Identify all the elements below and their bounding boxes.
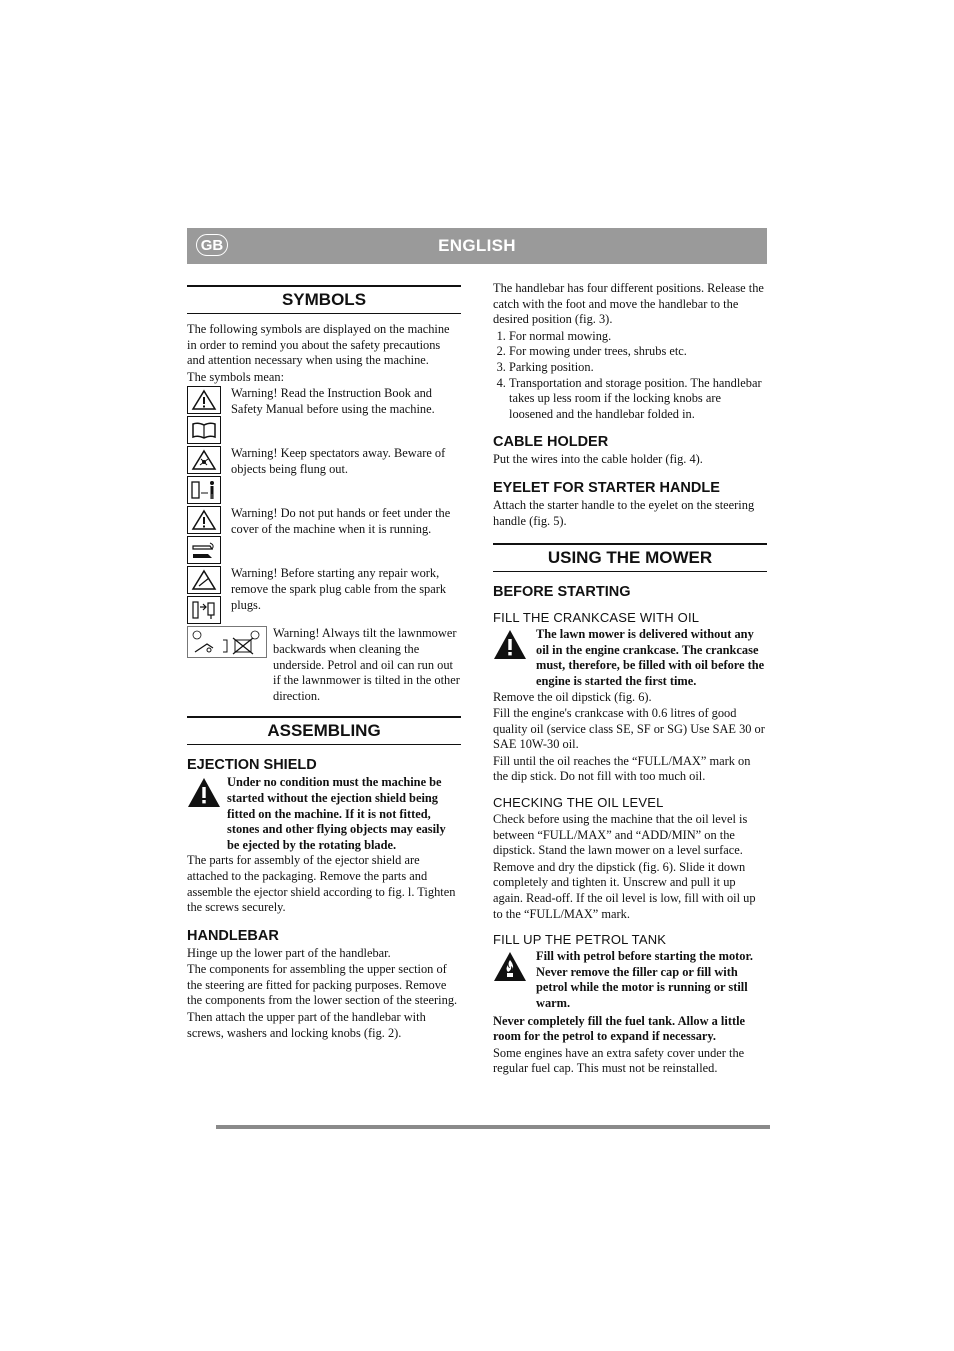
tilt-mower-icon [187, 626, 267, 658]
warning-triangle-icon [187, 386, 221, 414]
right-column [493, 281, 767, 1078]
ejection-warning [187, 775, 461, 853]
left-column [187, 281, 461, 1042]
fire-warning-icon [493, 951, 527, 983]
crankcase-p3: Fill until the oil reaches the “FULL/MAX” mark on the dip stick. Do not fill with too much oil. [493, 753, 751, 784]
petrol-p1: Some engines have an extra safety cover under the regular fuel cap. This must not be reinstalled. [493, 1045, 745, 1076]
eyelet-text: Attach the starter handle to the eyelet on the steering handle (fig. 5). [493, 497, 755, 528]
symbols-mean: The symbols mean: [187, 369, 285, 384]
language-title: ENGLISH [438, 236, 516, 255]
symbol-row [187, 446, 461, 504]
crankcase-warning-text: The lawn mower is delivered without any oil in the engine crankcase. The crankcase must, therefore, be filled with oil before the engine is started the first time. [536, 627, 765, 688]
handlebar-positions-list [493, 329, 767, 423]
ejection-text: The parts for assembly of the ejector shield are attached to the packaging. Remove the parts and assemble the ejector shield according to fig. l. Tighten the screws securely. [187, 853, 456, 915]
symbols-heading: SYMBOLS [187, 285, 461, 314]
hand-under-cover-icon [187, 536, 221, 564]
spectators-icon [187, 476, 221, 504]
warning-icon [187, 777, 221, 809]
list-item: 2. For mowing under trees, shrubs etc. [509, 344, 767, 360]
blade-icon [187, 566, 221, 594]
symbol-text: Warning! Keep spectators away. Beware of objects being flung out. [231, 446, 446, 476]
crankcase-heading: FILL THE CRANKCASE WITH OIL [493, 610, 700, 626]
cable-holder-text: Put the wires into the cable holder (fig. 4). [493, 452, 703, 467]
symbol-text: Warning! Read the Instruction Book and Safety Manual before using the machine. [231, 386, 435, 416]
handlebar-heading: HANDLEBAR [187, 927, 279, 944]
symbol-row [187, 386, 461, 444]
flying-objects-icon [187, 446, 221, 474]
language-badge: GB [196, 234, 228, 256]
crankcase-p2: Fill the engine's crankcase with 0.6 litres of good quality oil (service class SE, SF or SG) Use SAE 30 or SAE 10W-30 oil. [493, 706, 765, 752]
handlebar-p1: Hinge up the lower part of the handlebar. [187, 945, 391, 960]
using-heading: USING THE MOWER [493, 543, 767, 572]
handlebar-p3: Then attach the upper part of the handlebar with screws, washers and locking knobs (fig. 2). [187, 1010, 426, 1040]
list-item: 1. For normal mowing. [509, 329, 767, 345]
before-starting-heading: BEFORE STARTING [493, 584, 631, 601]
symbol-text: Warning! Before starting any repair work, remove the spark plug cable from the spark plugs. [231, 566, 447, 612]
list-item: 3. Parking position. [509, 360, 767, 376]
petrol-bold: Never completely fill the fuel tank. Allow a little room for the petrol to expand if necessary. [493, 1013, 746, 1044]
oil-level-p2: Remove and dry the dipstick (fig. 6). Slide it down completely and tighten it. Unscrew and pull it up again. Read-off. If the oil level is low, fill with oil up to the “FULL/MAX” mark. [493, 859, 756, 921]
footer-rule [216, 1125, 770, 1129]
oil-level-heading: CHECKING THE OIL LEVEL [493, 795, 664, 811]
oil-level-p1: Check before using the machine that the oil level is between “FULL/MAX” and “ADD/MIN” on the dipstick. Stand the lawn mower on a level surface. [493, 812, 748, 858]
handlebar-p2: The components for assembling the upper section of the steering are fitted for packing purposes. Remove the components from the lower section of the steering. [187, 962, 458, 1008]
petrol-heading: FILL UP THE PETROL TANK [493, 932, 667, 948]
language-banner [187, 228, 767, 264]
symbol-text: Warning! Always tilt the lawnmower backwards when cleaning the underside. Petrol and oil can run out if the lawnmower is tilted in the other direction. [273, 626, 460, 703]
crankcase-warning [493, 627, 767, 689]
eyelet-heading: EYELET FOR STARTER HANDLE [493, 479, 720, 496]
book-icon [187, 416, 221, 444]
ejection-shield-heading: EJECTION SHIELD [187, 757, 317, 774]
crankcase-p1: Remove the oil dipstick (fig. 6). [493, 689, 652, 704]
petrol-warning [493, 949, 767, 1011]
assembling-heading: ASSEMBLING [187, 716, 461, 745]
symbol-row [187, 506, 461, 564]
petrol-warning-text: Fill with petrol before starting the motor. Never remove the filler cap or fill with petrol while the motor is running or still warm. [536, 949, 753, 1010]
symbol-row-tilt [187, 626, 461, 704]
ejection-warning-text: Under no condition must the machine be started without the ejection shield being fitted on the machine. If it is not fitted, stones and other flying objects may easily be ejected by the rotating blade. [227, 775, 446, 852]
symbol-row [187, 566, 461, 624]
cable-holder-heading: CABLE HOLDER [493, 434, 609, 451]
spark-plug-icon [187, 596, 221, 624]
warning-triangle-icon [187, 506, 221, 534]
symbols-intro: The following symbols are displayed on the machine in order to remind you about the safety precautions and attention necessary when using the machine. [187, 322, 450, 368]
symbol-text: Warning! Do not put hands or feet under the cover of the machine when it is running. [231, 506, 451, 536]
handlebar-positions-text: The handlebar has four different positions. Release the catch with the foot and move the handlebar to the desired position (fig. 3). [493, 281, 764, 327]
warning-icon [493, 629, 527, 661]
list-item: 4. Transportation and storage position. The handlebar takes up less room if the locking knobs are loosened and the handlebar folded in. [509, 376, 767, 423]
